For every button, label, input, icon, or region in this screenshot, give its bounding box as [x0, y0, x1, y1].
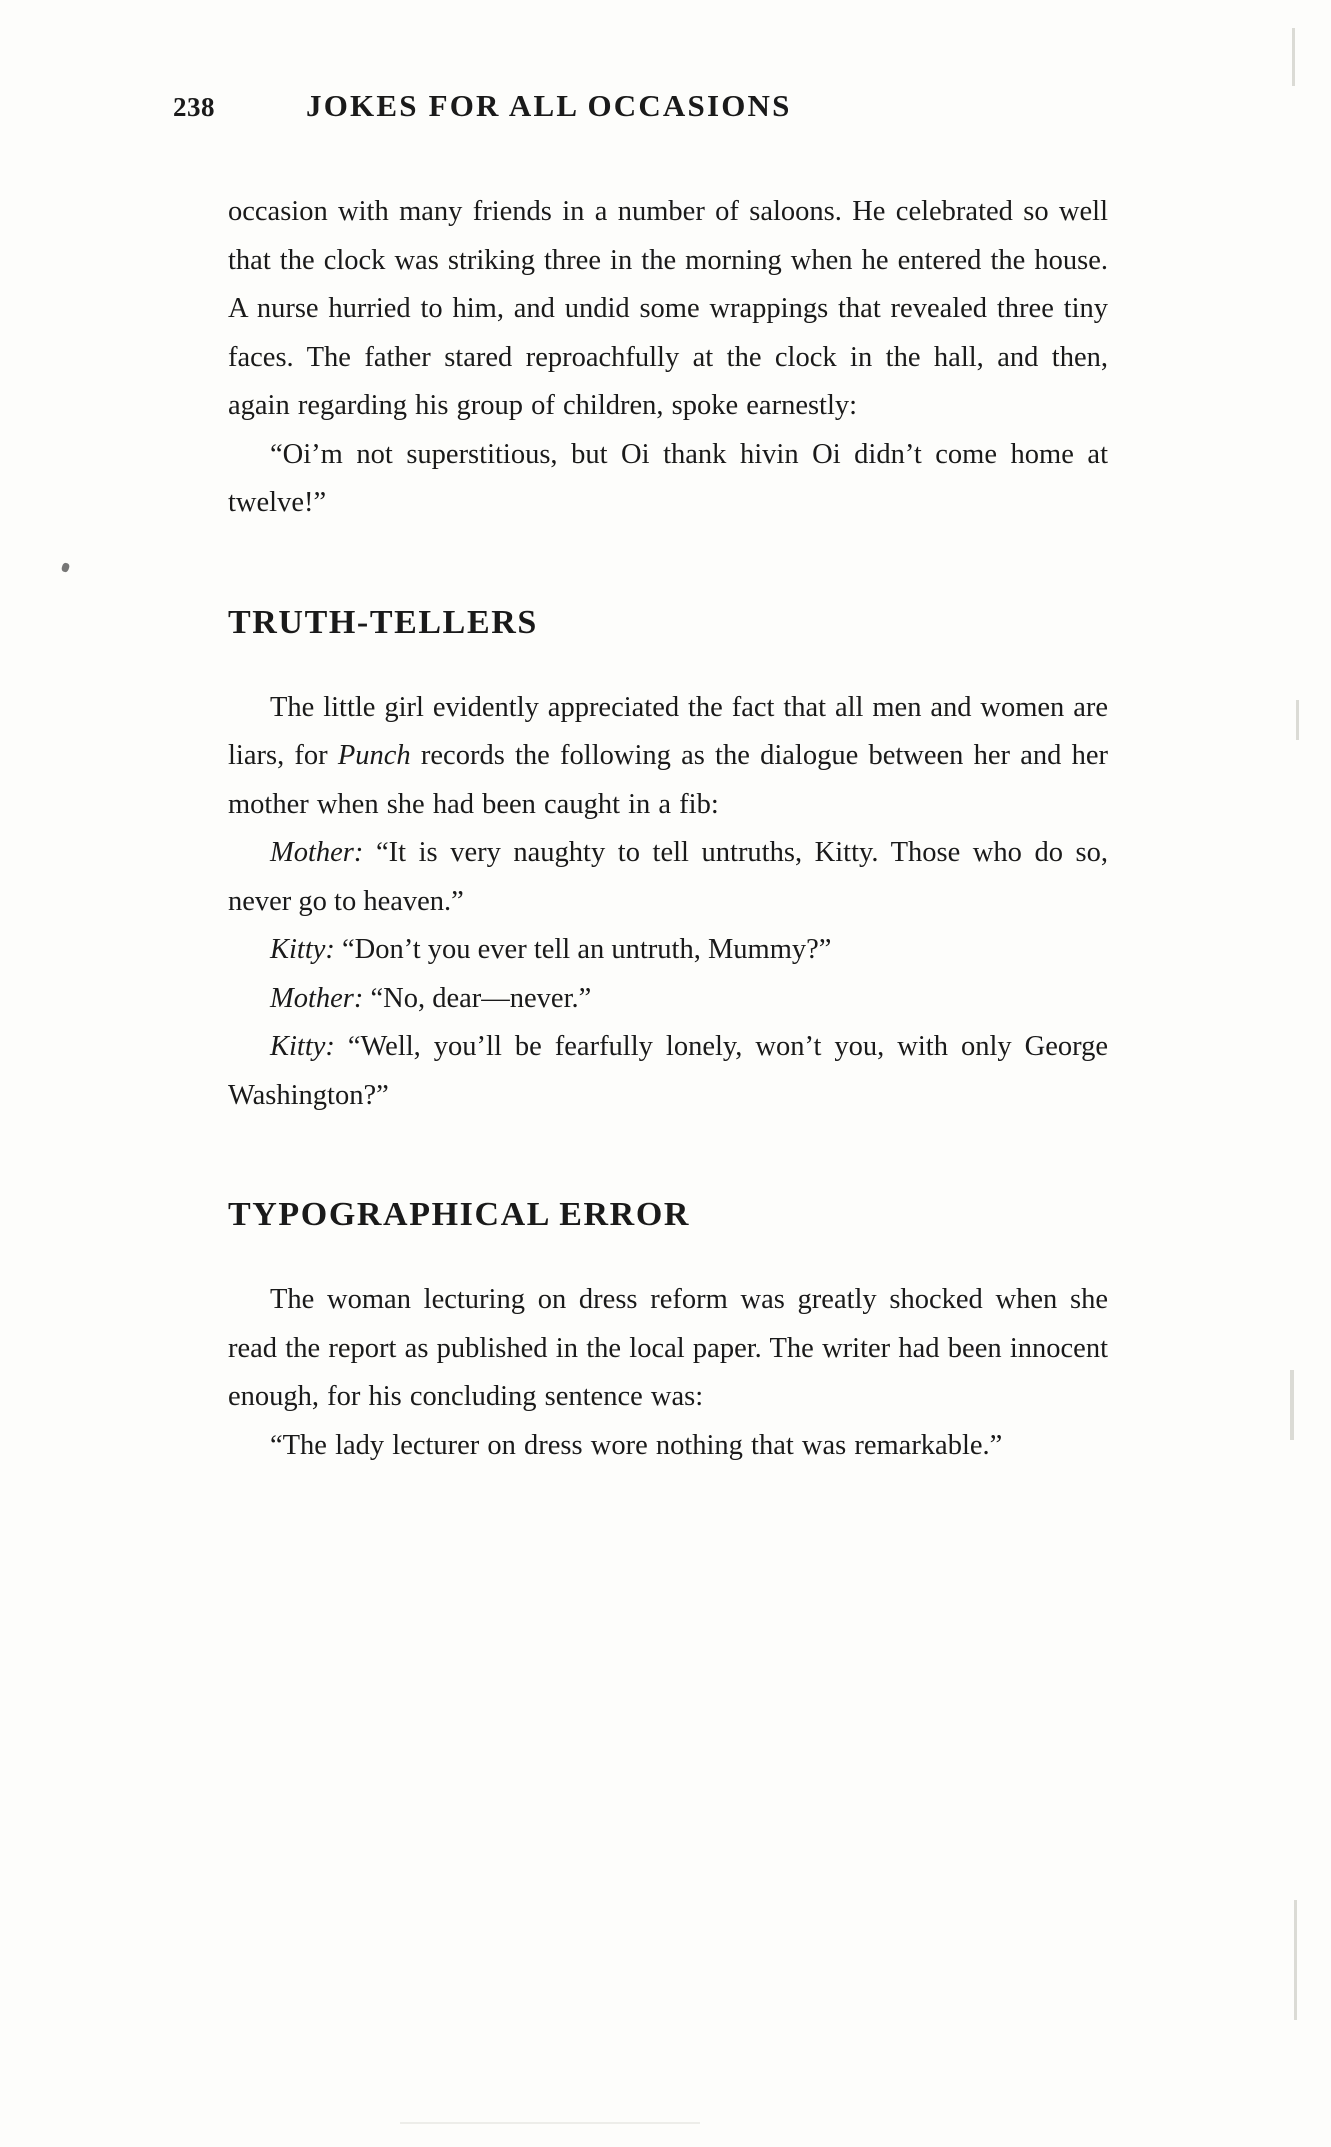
- dialogue-text: “It is very naughty to tell untruths, Kitty. Those who do so, never go to heaven.”: [228, 837, 1108, 917]
- section-title-truth-tellers: TRUTH-TELLERS: [228, 603, 538, 641]
- edge-speckle: [1296, 700, 1299, 740]
- dialogue-text: “Well, you’ll be fearfully lonely, won’t you, with only George Washington?”: [228, 1031, 1108, 1111]
- speaker-label: Mother:: [270, 837, 364, 868]
- speaker-label: Kitty:: [270, 1031, 335, 1062]
- intro-italic-punch: Punch: [337, 740, 411, 771]
- running-head: [173, 88, 1108, 152]
- page-content: [173, 0, 1108, 1470]
- continued-quote: “Oi’m not superstitious, but Oi thank hivin Oi didn’t come home at twelve!”: [228, 438, 1108, 518]
- edge-speckle: [1294, 1900, 1297, 2020]
- section-title-typographical-error: TYPOGRAPHICAL ERROR: [228, 1196, 691, 1233]
- edge-speckle: [1292, 28, 1295, 86]
- continued-paragraph: occasion with many friends in a number of saloons. He celebrated so well that the clock was striking three in the morning when he entered the house. A nurse hurried to him, and undid some wrappings that revealed three tiny faces. The father stared reproachfully at the clock in the hall, and then, again regarding his group of children, spoke earnestly:: [228, 196, 1108, 421]
- edge-speckle: [400, 2122, 700, 2124]
- stray-ink-mark: [61, 562, 70, 573]
- dialogue-line: [228, 926, 1108, 975]
- dialogue-text: “No, dear—never.”: [363, 982, 592, 1014]
- page-number: 238: [173, 92, 215, 122]
- dialogue-line: [228, 1023, 1108, 1120]
- running-head-title: JOKES FOR ALL OCCASIONS: [306, 88, 792, 123]
- typographical-error-paragraph: The woman lecturing on dress reform was greatly shocked when she read the report as published in the local paper. The writer had been innocent enough, for his concluding sentence was:: [228, 1284, 1108, 1412]
- speaker-label: Mother:: [270, 982, 364, 1014]
- intro-text-after: records the following as the dialogue between her and her mother when she had been caught in a fib:: [228, 740, 1108, 820]
- intro-text-before: The little girl evidently appreciated the fact that all men and women are liars, for: [228, 691, 1108, 771]
- dialogue-text: “Don’t you ever tell an untruth, Mummy?”: [334, 934, 832, 965]
- edge-speckle: [1290, 1370, 1294, 1440]
- dialogue-line: [228, 829, 1108, 926]
- truth-tellers-intro: [228, 684, 1108, 830]
- typographical-error-quote: “The lady lecturer on dress wore nothing that was remarkable.”: [270, 1429, 1003, 1461]
- dialogue-line: [228, 975, 1108, 1024]
- speaker-label: Kitty:: [270, 934, 335, 965]
